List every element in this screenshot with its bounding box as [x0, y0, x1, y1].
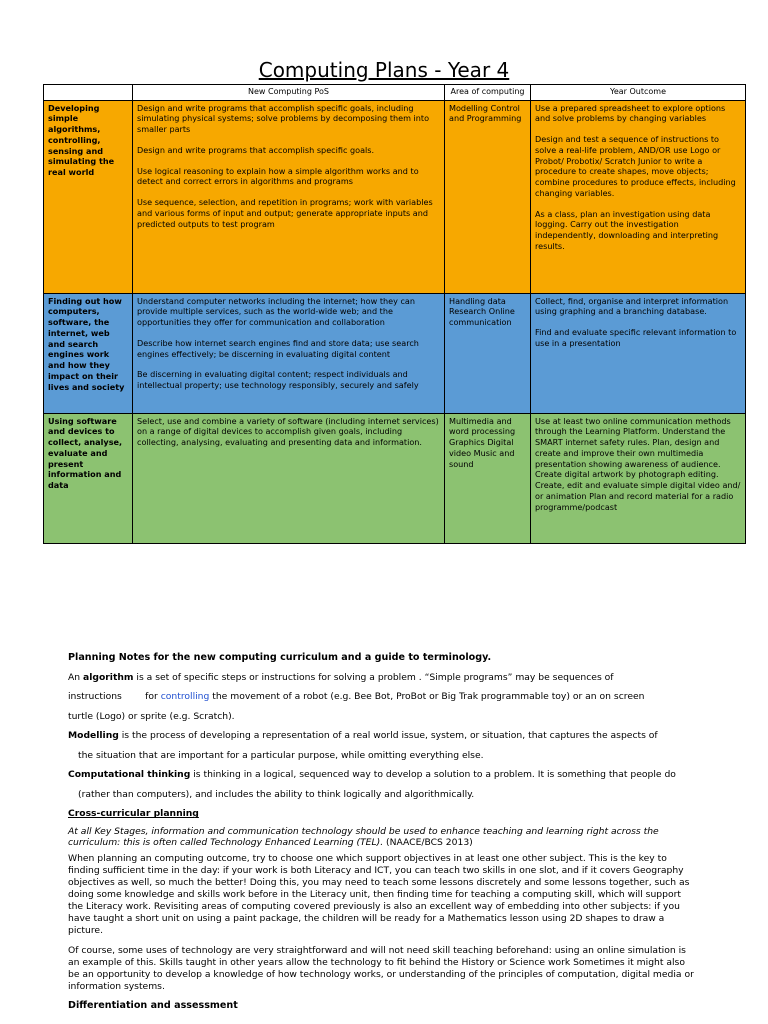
table-row	[44, 293, 746, 413]
modelling-term: Modelling	[68, 730, 119, 742]
modelling-definition-line2: the situation that are important for a particular purpose, while omitting everything else.	[78, 749, 484, 761]
differentiation-heading: Differentiation and assessment	[68, 1000, 238, 1012]
algorithm-definition	[68, 672, 698, 684]
header-new-computing-pos: New Computing PoS	[133, 85, 445, 101]
outcome-cell	[531, 413, 746, 543]
algorithm-term: algorithm	[83, 671, 134, 683]
cross-curricular-heading: Cross-curricular planning	[68, 808, 199, 820]
algorithm-definition-line3: turtle (Logo) or sprite (e.g. Scratch).	[68, 710, 235, 722]
pos-item: Select, use and combine a variety of software (including internet services) on a range of digital devices to accomplish given goals, including collecting, analysing, evaluating and presenting data and information.	[137, 415, 439, 448]
cross-italic: At all Key Stages, information and communication technology should be used to enhance teaching and learning right across the curriculum: this is often called Technology Enhanced Learning (TEL).	[68, 825, 659, 849]
thinking-term: Computational thinking	[68, 769, 191, 781]
notes-heading: Planning Notes for the new computing curriculum and a guide to terminology.	[68, 652, 492, 663]
outcome-item: Use at least two online communication methods through the Learning Platform. Understand the SMART internet safety rules. Plan, design and create and improve their own multimedia presentation showing awareness of audience. Create digital artwork by photograph editing. Create, edit and evaluate simple digital video and/ or animation Plan and record material for a radio programme/podcast	[535, 415, 741, 512]
thinking-text: is thinking in a logical, sequenced way to develop a solution to a problem. It is something that people do	[190, 769, 676, 781]
page-title: Computing Plans - Year 4	[258, 58, 510, 82]
outcome-cell	[531, 100, 746, 293]
algorithm-text2b: the movement of a robot (e.g. Bee Bot, ProBot or Big Trak programmable toy) or an on screen	[209, 691, 645, 703]
modelling-definition	[68, 730, 698, 742]
pos-item: Be discerning in evaluating digital content; respect individuals and intellectual property; use technology responsibly, securely and safely	[137, 369, 419, 391]
thinking-definition-line2: (rather than computers), and includes the ability to think logically and algorithmically.	[78, 788, 475, 800]
pos-cell	[133, 293, 445, 413]
outcome-item: Use a prepared spreadsheet to explore options and solve problems by changing variables	[535, 102, 726, 124]
modelling-text: is the process of developing a representation of a real world issue, system, or situation, that captures the aspects of	[118, 730, 658, 742]
table-row	[44, 100, 746, 293]
algorithm-prefix: An	[68, 671, 84, 683]
algorithm-definition-line2	[68, 691, 698, 703]
algorithm-text: is a set of specific steps or instructions for solving a problem . “Simple programs” may be sequences of	[133, 671, 614, 683]
pos-item: Describe how internet search engines find and store data; use search engines effectively; be discerning in evaluating digital content	[137, 337, 419, 359]
computing-cell: Modelling Control and Programming	[445, 100, 531, 293]
controlling-link[interactable]: controlling	[160, 691, 210, 703]
outcome-item: Find and evaluate specific relevant information to use in a presentation	[535, 327, 737, 348]
pos-item: Use logical reasoning to explain how a simple algorithm works and to detect and correct errors in algorithms and programs	[137, 165, 419, 187]
area-cell: Using software and devices to collect, analyse, evaluate and present information and data	[44, 413, 133, 543]
table-row	[44, 413, 746, 543]
header-area	[44, 85, 133, 101]
outcome-item: Collect, find, organise and interpret information using graphing and a branching database.	[535, 295, 729, 317]
computing-cell: Multimedia and word processing Graphics Digital video Music and sound	[445, 413, 531, 543]
planning-notes	[68, 652, 698, 1020]
pos-item: Understand computer networks including the internet; how they can provide multiple services, such as the world-wide web; and the opportunities they offer for communication and collaboration	[137, 295, 416, 328]
planning-paragraph: When planning an computing outcome, try to choose one which support objectives in at least one other subject. This is the key to finding sufficient time in the day: if your work is both Literacy and ICT, you can teach two skills in one slot, and if it covers Geography objectives as well, so much the better! Doing this, you may need to teach some lessons discretely and some lessons together, such as doing some knowledge and skills work before in the Literacy unit, then finding time for teaching a computing skill, which will support the Literacy work. Revisiting areas of computing covered previously is also an excellent way of embedding into other subjects: if you have taught a short unit on using a paint package, the children will be ready for a Mathematics lesson using 2D shapes to draw a picture.	[68, 852, 690, 936]
computing-plan-table	[43, 84, 746, 544]
area-cell: Developing simple algorithms, controlling, sensing and simulating the real world	[44, 100, 133, 293]
outcome-item: As a class, plan an investigation using data logging. Carry out the investigation independently, downloading and interpreting results.	[535, 208, 719, 251]
area-cell: Finding out how computers, software, the internet, web and search engines work and how they impact on their lives and society	[44, 293, 133, 413]
cross-curricular-quote	[68, 826, 698, 849]
table-header-row	[44, 85, 746, 101]
pos-item: Design and write programs that accomplish specific goals.	[137, 144, 375, 155]
pos-cell	[133, 100, 445, 293]
pos-item: Design and write programs that accomplish specific goals, including simulating physical systems; solve problems by decomposing them into smaller parts	[137, 102, 430, 135]
outcome-cell	[531, 293, 746, 413]
thinking-definition	[68, 769, 698, 781]
technology-paragraph: Of course, some uses of technology are very straightforward and will not need skill teaching beforehand: using an online simulation is an example of this. Skills taught in other years allow the technology to fit behind the History or Science work Sometimes it might also be an opportunity to develop a knowledge of how technology works, or understanding of the principles of computation, digital media or information systems.	[68, 944, 694, 992]
header-year-outcome: Year Outcome	[531, 85, 746, 101]
pos-cell	[133, 413, 445, 543]
cross-citation: (NAACE/BCS 2013)	[383, 837, 473, 849]
outcome-item: Design and test a sequence of instructions to solve a real-life problem, AND/OR use Logo or Probot/ Probotix/ Scratch Junior to write a procedure to create shapes, move objects; combine procedures to produce effects, including changing variables.	[535, 134, 736, 198]
algorithm-text2a: instructions for	[68, 691, 161, 703]
computing-cell: Handling data Research Online communication	[445, 293, 531, 413]
header-area-of-computing: Area of computing	[445, 85, 531, 101]
pos-item: Use sequence, selection, and repetition in programs; work with variables and various forms of input and output; generate appropriate inputs and predicted outputs to test program	[137, 197, 433, 229]
